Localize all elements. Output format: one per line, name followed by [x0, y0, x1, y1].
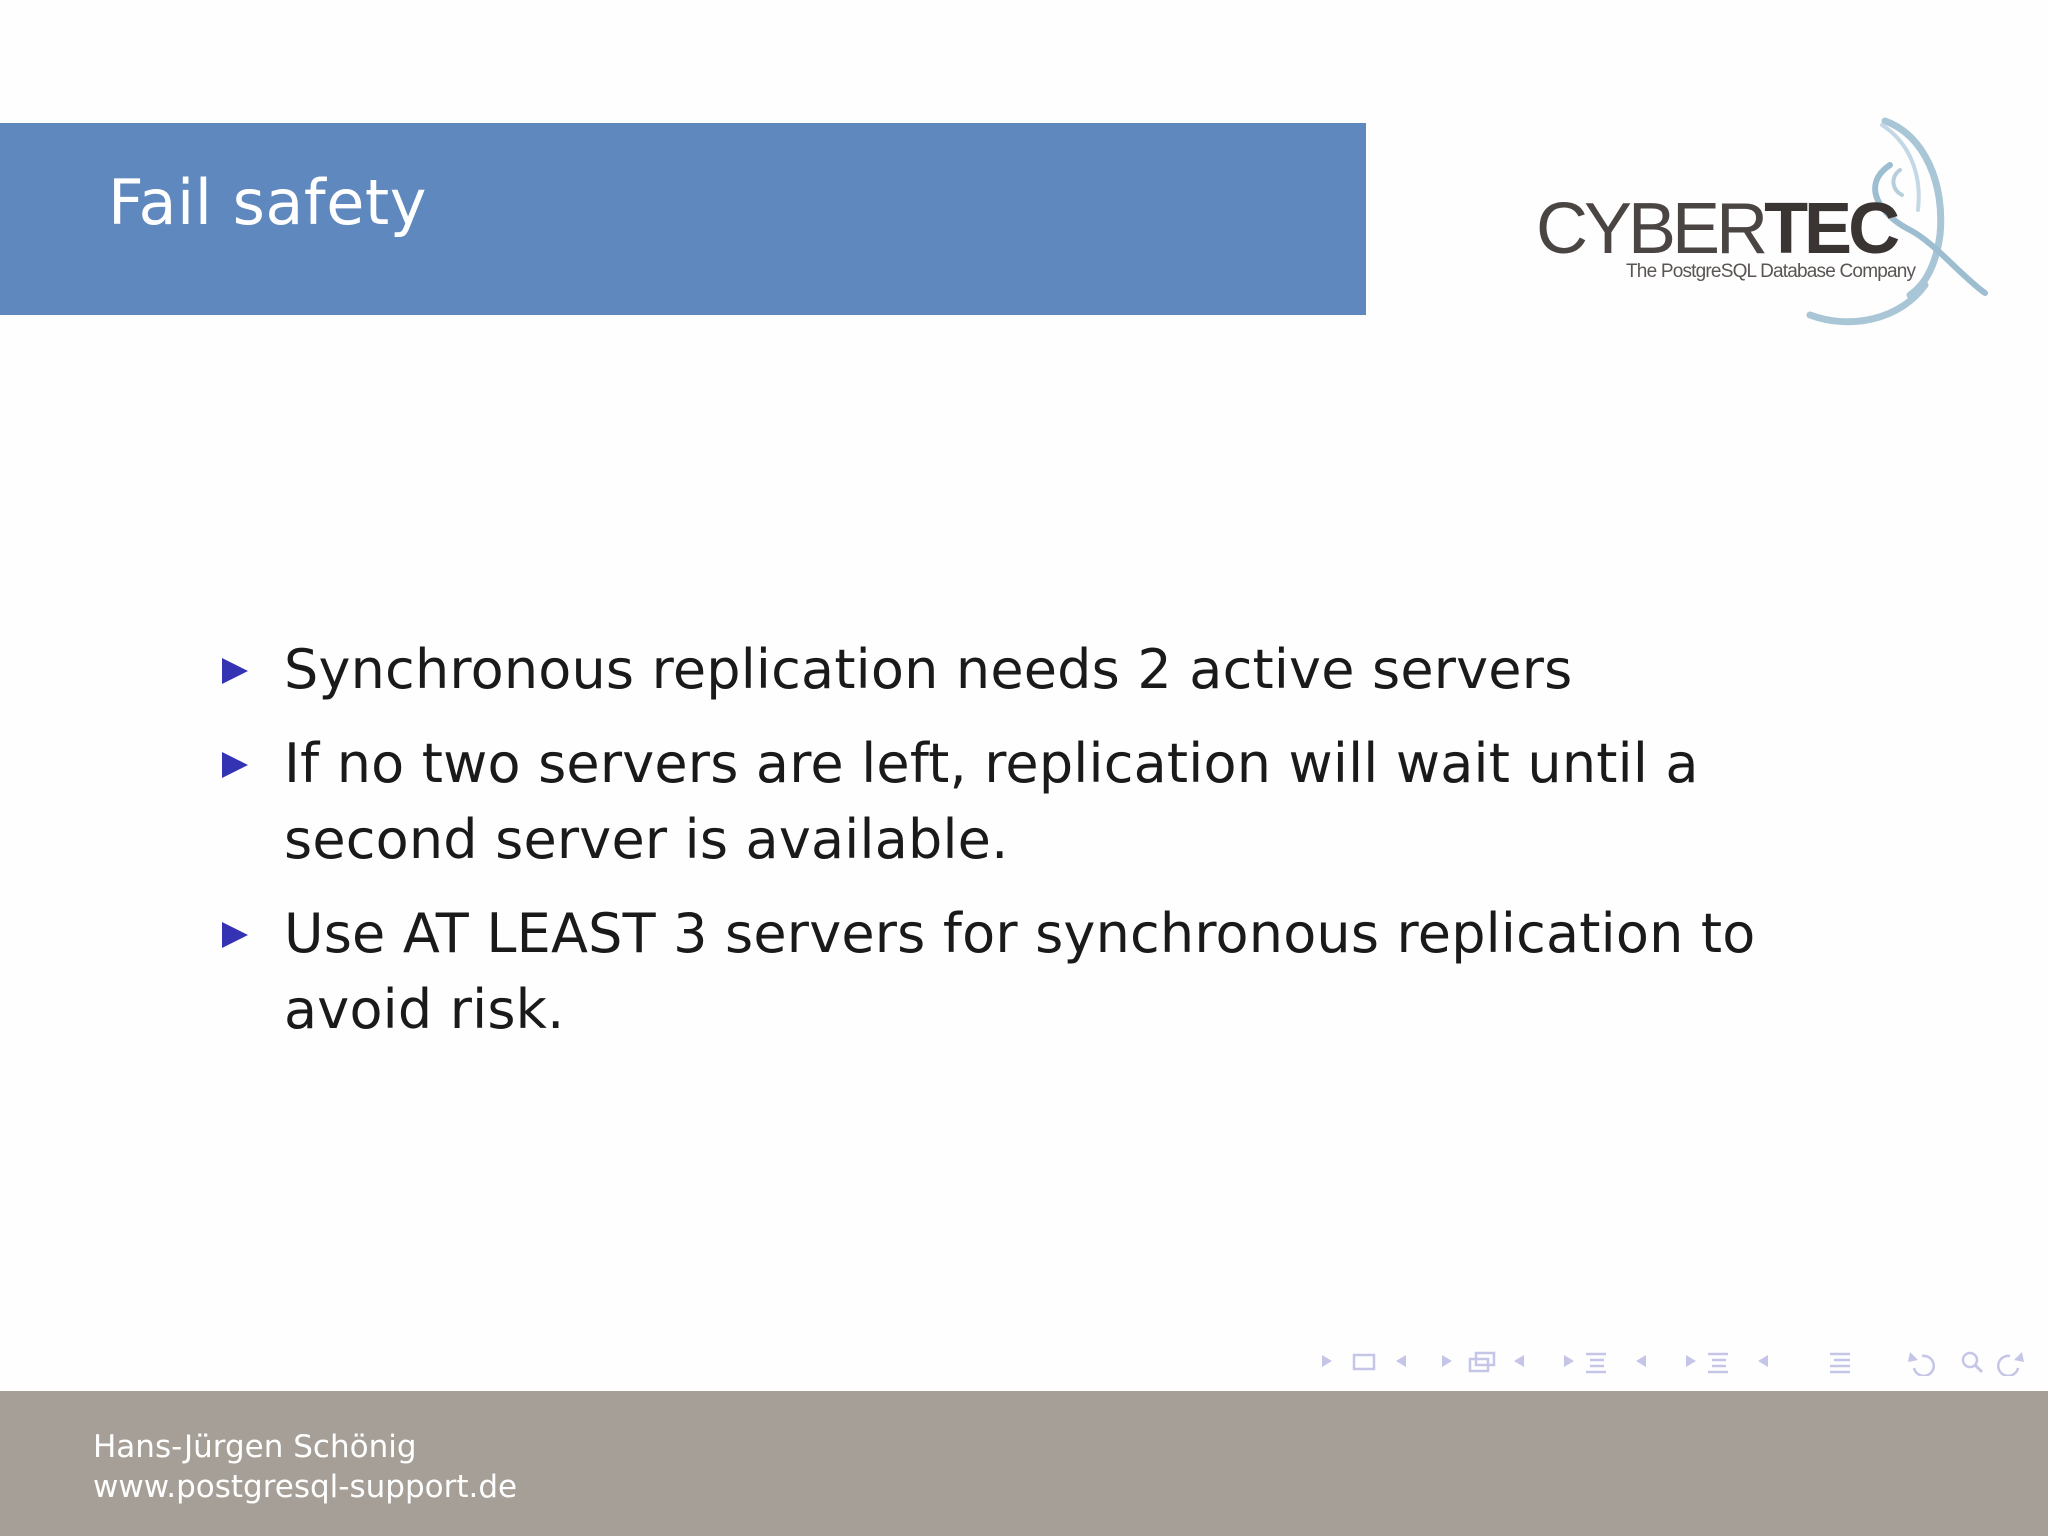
slide-title: Fail safety	[108, 166, 427, 239]
bullet-list	[220, 632, 1900, 1066]
nav-slides-icon[interactable]	[1470, 1353, 1494, 1371]
nav-redo-icon[interactable]	[1998, 1352, 2024, 1376]
beamer-navigation-bar	[1310, 1346, 2040, 1376]
nav-next-section-icon[interactable]	[1636, 1355, 1646, 1367]
bullet-text: If no two servers are left, replication will wait until a second server is available.	[284, 732, 1699, 871]
bullet-item	[220, 726, 1900, 878]
bullet-text: Synchronous replication needs 2 active servers	[284, 638, 1573, 701]
bullet-item	[220, 632, 1900, 708]
nav-subsection-icon[interactable]	[1708, 1354, 1728, 1372]
bullet-item	[220, 896, 1900, 1048]
logo-tagline: The PostgreSQL Database Company	[1626, 261, 1916, 282]
nav-frame-icon[interactable]	[1354, 1355, 1374, 1369]
nav-prev-icon[interactable]	[1322, 1355, 1332, 1367]
nav-prev-section-icon[interactable]	[1442, 1355, 1452, 1367]
nav-subsection-icon[interactable]	[1830, 1354, 1850, 1372]
nav-next-section-icon[interactable]	[1758, 1355, 1768, 1367]
bullet-triangle-icon	[222, 658, 248, 684]
bullet-text: Use AT LEAST 3 servers for synchronous replication to avoid risk.	[284, 902, 1756, 1041]
nav-next-icon[interactable]	[1396, 1355, 1406, 1367]
cybertec-logo	[1530, 115, 1990, 335]
logo-wordmark: CYBERTEC	[1536, 189, 1897, 269]
footer-url: www.postgresql-support.de	[93, 1469, 518, 1505]
nav-next-section-icon[interactable]	[1514, 1355, 1524, 1367]
bullet-triangle-icon	[222, 752, 248, 778]
nav-undo-icon[interactable]	[1908, 1352, 1934, 1376]
nav-prev-section-icon[interactable]	[1564, 1355, 1574, 1367]
bullet-triangle-icon	[222, 922, 248, 948]
nav-search-icon[interactable]	[1963, 1353, 1982, 1372]
nav-prev-section-icon[interactable]	[1686, 1355, 1696, 1367]
nav-subsection-icon[interactable]	[1586, 1354, 1606, 1372]
footer-author: Hans-Jürgen Schönig	[93, 1429, 417, 1465]
